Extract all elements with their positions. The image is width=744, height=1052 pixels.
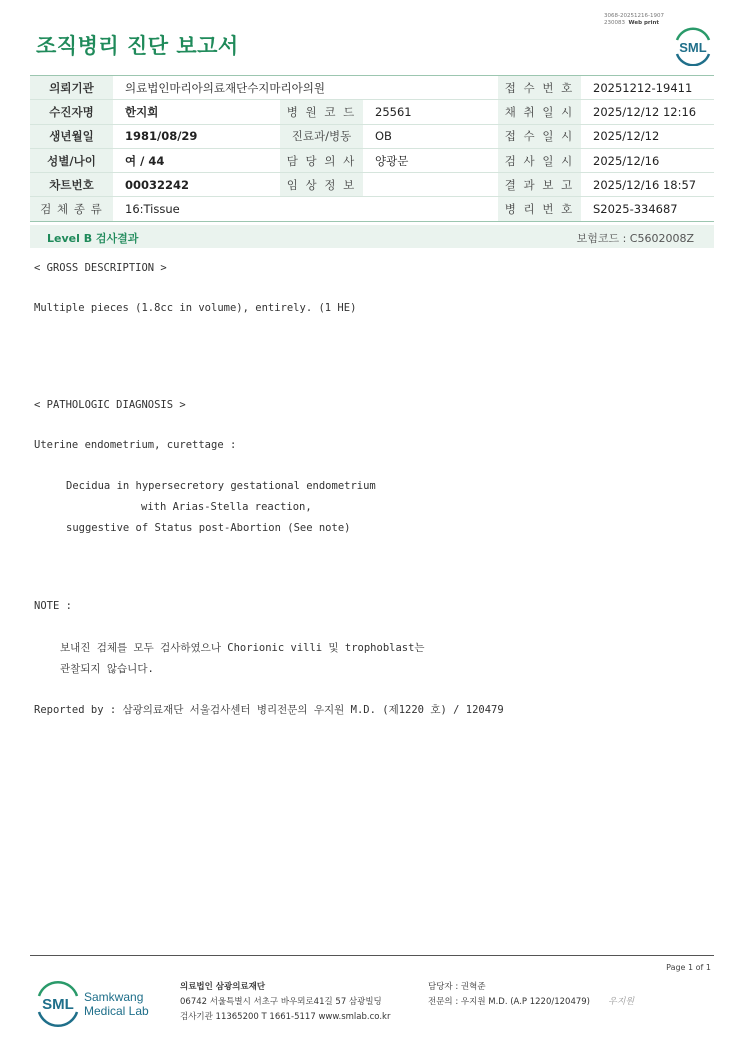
footer-manager: 담당자 : 권혁준	[428, 982, 486, 992]
reported-by: Reported by : 삼광의료재단 서울검사센터 병리전문의 우지원 M.D. (제1220 호) / 120479	[34, 704, 504, 716]
diagnosis-line: Decidua in hypersecretory gestational endometrium	[66, 480, 376, 492]
footer-org-info	[180, 980, 390, 1025]
sex-age-label: 성별/나이	[30, 148, 113, 172]
level-result-bar	[30, 225, 714, 248]
info-row	[30, 100, 714, 124]
clinical-info-label: 임 상 정 보	[280, 173, 363, 197]
receipt-date-label: 접 수 일 시	[498, 124, 581, 148]
info-row	[30, 173, 714, 197]
physician-value: 양광문	[363, 148, 498, 172]
footer-staff-info	[428, 980, 590, 1010]
hospital-code-value: 25561	[363, 100, 498, 124]
web-print-label: Web print	[628, 19, 660, 26]
patient-info-table	[30, 75, 714, 222]
pathology-number-label: 병 리 번 호	[498, 197, 581, 221]
patient-name-label: 수진자명	[30, 100, 113, 124]
note-header: NOTE :	[34, 600, 72, 612]
requesting-org-label: 의뢰기관	[30, 76, 113, 100]
clinical-info-value	[363, 173, 498, 197]
footer-logo-line2: Medical Lab	[84, 1004, 149, 1018]
test-date-label: 검 사 일 시	[498, 148, 581, 172]
pathologic-diagnosis-header: < PATHOLOGIC DIAGNOSIS >	[34, 399, 186, 411]
specimen-type-label: 검 체 종 류	[30, 197, 113, 221]
print-code-line1: 3068-20251216-1907	[604, 13, 664, 19]
footer-contact: 검사기관 11365200 T 1661-5117 www.smlab.co.kr	[180, 1012, 391, 1022]
footer-divider	[30, 955, 714, 956]
page-number: Page 1 of 1	[666, 963, 711, 972]
gross-description-header: < GROSS DESCRIPTION >	[34, 262, 167, 274]
birth-date-value: 1981/08/29	[113, 124, 280, 148]
info-row	[30, 76, 714, 100]
department-value: OB	[363, 124, 498, 148]
info-row	[30, 197, 714, 221]
signature: 우지원	[608, 997, 635, 1007]
chart-number-label: 차트번호	[30, 173, 113, 197]
note-line: 보내진 검체를 모두 검사하였으나 Chorionic villi 및 trophoblast는	[60, 642, 425, 654]
sml-logo-icon	[672, 26, 714, 66]
info-row	[30, 124, 714, 148]
print-code	[604, 13, 664, 26]
insurance-code: 보험코드 : C5602008Z	[576, 232, 694, 245]
physician-label: 담 당 의 사	[280, 148, 363, 172]
page-title: 조직병리 진단 보고서	[36, 34, 239, 58]
requesting-org-value: 의료법인마리아의료재단수지마리아의원	[113, 76, 498, 100]
footer-specialist: 전문의 : 우지원 M.D. (A.P 1220/120479)	[428, 997, 590, 1007]
print-code-line2: 230083	[604, 19, 625, 26]
diagnosis-line: with Arias-Stella reaction,	[141, 501, 312, 513]
collection-date-value: 2025/12/12 12:16	[581, 100, 714, 124]
collection-date-label: 채 취 일 시	[498, 100, 581, 124]
specimen-type-value: 16:Tissue	[113, 197, 498, 221]
chart-number-value: 00032242	[113, 173, 280, 197]
level-title: Level B 검사결과	[47, 232, 139, 245]
hospital-code-label: 병 원 코 드	[280, 100, 363, 124]
footer-logo-sml: SML	[42, 996, 74, 1013]
footer-logo-line1: Samkwang	[84, 990, 144, 1004]
sex-age-value: 여 / 44	[113, 148, 280, 172]
samkwang-logo-icon	[36, 978, 156, 1028]
result-report-label: 결 과 보 고	[498, 173, 581, 197]
gross-description-text: Multiple pieces (1.8cc in volume), entirely. (1 HE)	[34, 302, 357, 314]
receipt-date-value: 2025/12/12	[581, 124, 714, 148]
diagnosis-site: Uterine endometrium, curettage :	[34, 439, 237, 451]
result-report-value: 2025/12/16 18:57	[581, 173, 714, 197]
sml-logo-text: SML	[679, 40, 707, 55]
diagnosis-line: suggestive of Status post-Abortion (See note)	[66, 522, 351, 534]
department-label: 진료과/병동	[280, 124, 363, 148]
patient-name-value: 한지희	[113, 100, 280, 124]
footer-org-name: 의료법인 삼광의료재단	[180, 982, 266, 992]
receipt-number-value: 20251212-19411	[581, 76, 714, 100]
pathology-number-value: S2025-334687	[581, 197, 714, 221]
footer-address: 06742 서울특별시 서초구 바우뫼로41길 57 삼광빌딩	[180, 997, 382, 1007]
receipt-number-label: 접 수 번 호	[498, 76, 581, 100]
info-row	[30, 148, 714, 172]
note-line: 관찰되지 않습니다.	[60, 663, 154, 675]
test-date-value: 2025/12/16	[581, 148, 714, 172]
birth-date-label: 생년월일	[30, 124, 113, 148]
